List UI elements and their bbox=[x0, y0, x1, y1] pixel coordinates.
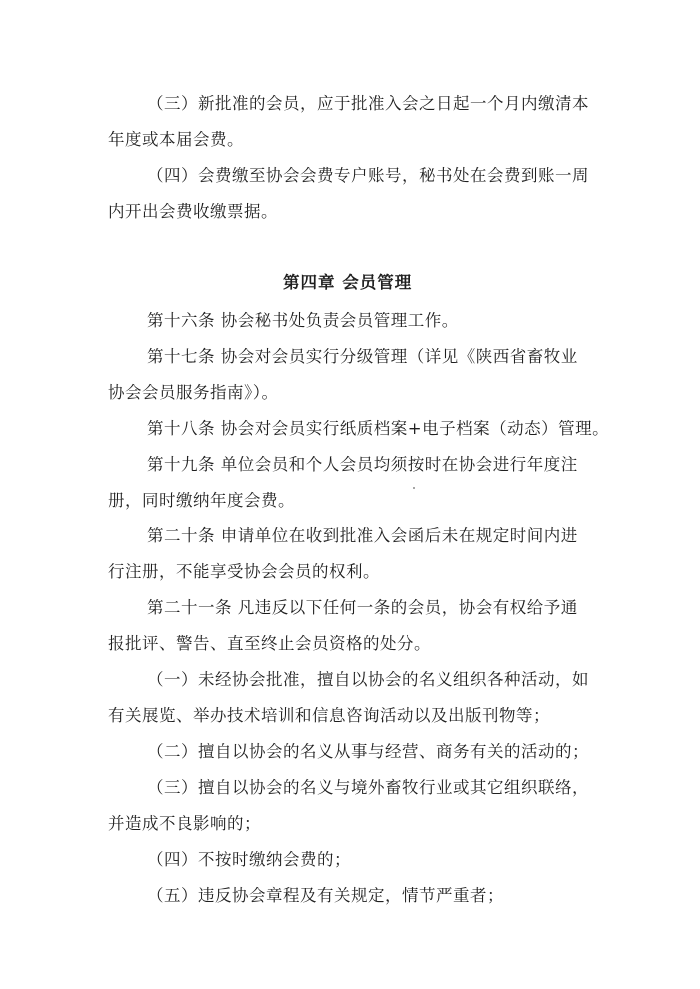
article-19-line-2: 册，同时缴纳年度会费。 bbox=[108, 491, 295, 510]
item-4: （四）不按时缴纳会费的； bbox=[147, 850, 351, 869]
article-17-line-1: 第十七条 协会对会员实行分级管理（详见《陕西省畜牧业 bbox=[147, 347, 578, 366]
paragraph-4-line-1: （四）会费缴至协会会费专户账号，秘书处在会费到账一周 bbox=[147, 166, 589, 185]
item-3-line-2: 并造成不良影响的； bbox=[108, 814, 261, 833]
item-2: （二）擅自以协会的名义从事与经营、商务有关的活动的； bbox=[147, 742, 589, 761]
article-18: 第十八条 协会对会员实行纸质档案+电子档案（动态）管理。 bbox=[147, 419, 610, 438]
item-1-line-2: 有关展览、举办技术培训和信息咨询活动以及出版刊物等； bbox=[108, 706, 550, 725]
paragraph-3-line-2: 年度或本届会费。 bbox=[108, 130, 244, 149]
article-21-line-1: 第二十一条 凡违反以下任何一条的会员，协会有权给予通 bbox=[147, 598, 578, 617]
scan-speck bbox=[413, 487, 415, 489]
paragraph-3-line-1: （三）新批准的会员，应于批准入会之日起一个月内缴清本 bbox=[147, 94, 589, 113]
article-20-line-1: 第二十条 申请单位在收到批准入会函后未在规定时间内进 bbox=[147, 526, 578, 545]
chapter-heading: 第四章 会员管理 bbox=[283, 273, 413, 292]
item-5: （五）违反协会章程及有关规定，情节严重者； bbox=[147, 886, 504, 905]
article-19-line-1: 第十九条 单位会员和个人会员均须按时在协会进行年度注 bbox=[147, 455, 578, 474]
article-20-line-2: 行注册，不能享受协会会员的权利。 bbox=[108, 562, 380, 581]
article-17-line-2: 协会会员服务指南》）。 bbox=[108, 383, 279, 402]
item-1-line-1: （一）未经协会批准，擅自以协会的名义组织各种活动，如 bbox=[147, 670, 589, 689]
paragraph-4-line-2: 内开出会费收缴票据。 bbox=[108, 202, 278, 221]
article-21-line-2: 报批评、警告、直至终止会员资格的处分。 bbox=[108, 634, 431, 653]
item-3-line-1: （三）擅自以协会的名义与境外畜牧行业或其它组织联络， bbox=[147, 778, 589, 797]
article-16: 第十六条 协会秘书处负责会员管理工作。 bbox=[147, 311, 459, 330]
